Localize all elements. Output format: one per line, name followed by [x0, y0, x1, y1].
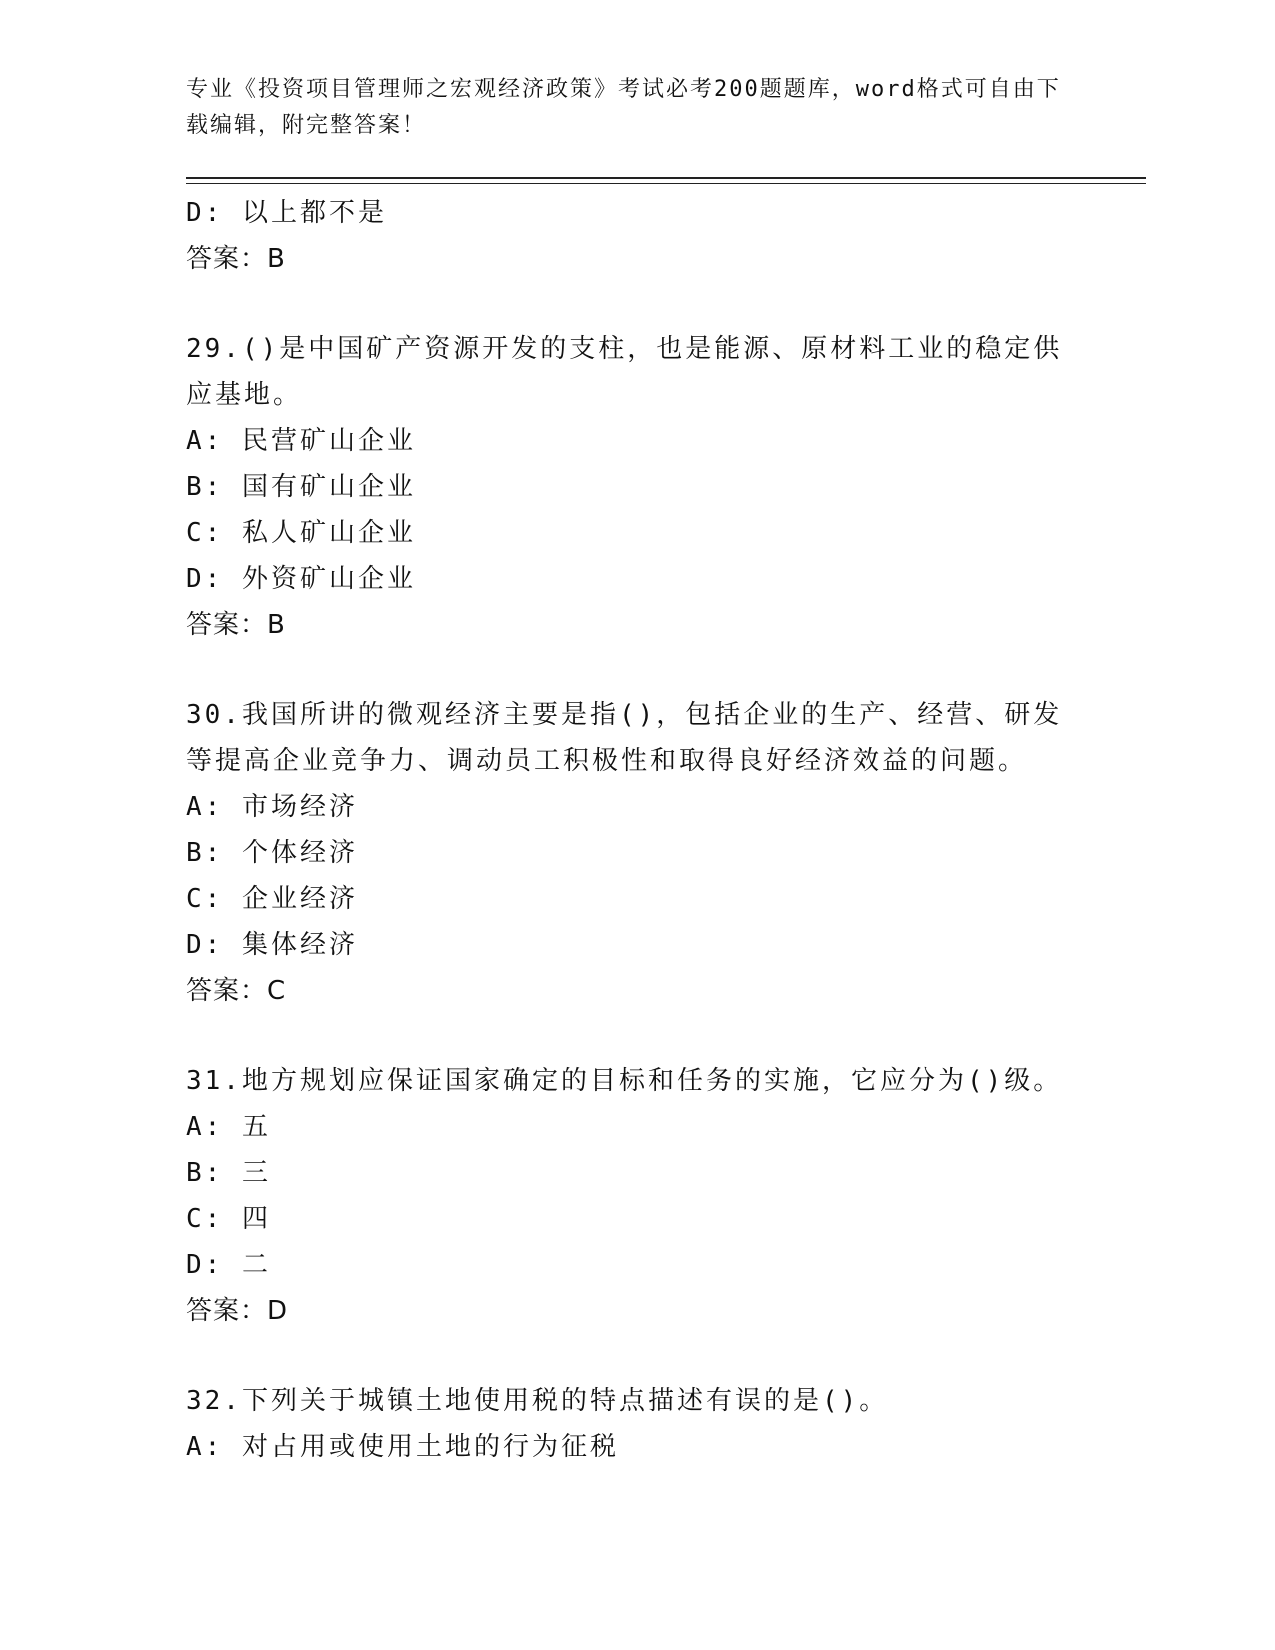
spacer — [186, 1334, 1086, 1378]
answer-line: 答案：C — [186, 976, 287, 1006]
question-32 — [186, 1378, 1086, 1470]
option-c: C: 四 — [186, 1204, 271, 1234]
spacer — [186, 282, 1086, 326]
answer-line: 答案：B — [186, 610, 286, 640]
option-c: C: 私人矿山企业 — [186, 518, 416, 548]
option-b: B: 三 — [186, 1158, 271, 1188]
option-a: A: 五 — [186, 1112, 271, 1142]
document-header: 专业《投资项目管理师之宏观经济政策》考试必考200题题库，word格式可自由下载编辑，附完整答案！ — [186, 77, 1061, 138]
question-29 — [186, 326, 1086, 648]
option-d: D: 二 — [186, 1250, 271, 1280]
question-text: 31.地方规划应保证国家确定的目标和任务的实施，它应分为()级。 — [186, 1066, 1063, 1096]
question-content — [186, 190, 1086, 1470]
answer-line: 答案：D — [186, 1296, 289, 1326]
spacer — [186, 648, 1086, 692]
header-divider-thin — [186, 183, 1146, 184]
question-text: 30.我国所讲的微观经济主要是指()，包括企业的生产、经营、研发等提高企业竞争力、调动员工积极性和取得良好经济效益的问题。 — [186, 700, 1063, 776]
spacer — [186, 1014, 1086, 1058]
option-b: B: 个体经济 — [186, 838, 358, 868]
option-a: A: 民营矿山企业 — [186, 426, 416, 456]
option-b: B: 国有矿山企业 — [186, 472, 416, 502]
question-text: 32.下列关于城镇土地使用税的特点描述有误的是()。 — [186, 1386, 889, 1416]
question-31 — [186, 1058, 1086, 1334]
question-text: 29.()是中国矿产资源开发的支柱，也是能源、原材料工业的稳定供应基地。 — [186, 334, 1063, 410]
option-d: D: 集体经济 — [186, 930, 358, 960]
answer-line: 答案：B — [186, 244, 286, 274]
option-a: A: 市场经济 — [186, 792, 358, 822]
option-a: A: 对占用或使用土地的行为征税 — [186, 1432, 619, 1462]
option-c: C: 企业经济 — [186, 884, 358, 914]
question-30 — [186, 692, 1086, 1014]
carryover-block — [186, 190, 1086, 282]
option-d: D: 外资矿山企业 — [186, 564, 416, 594]
option-d: D: 以上都不是 — [186, 198, 387, 228]
header-divider-thick — [186, 177, 1146, 179]
